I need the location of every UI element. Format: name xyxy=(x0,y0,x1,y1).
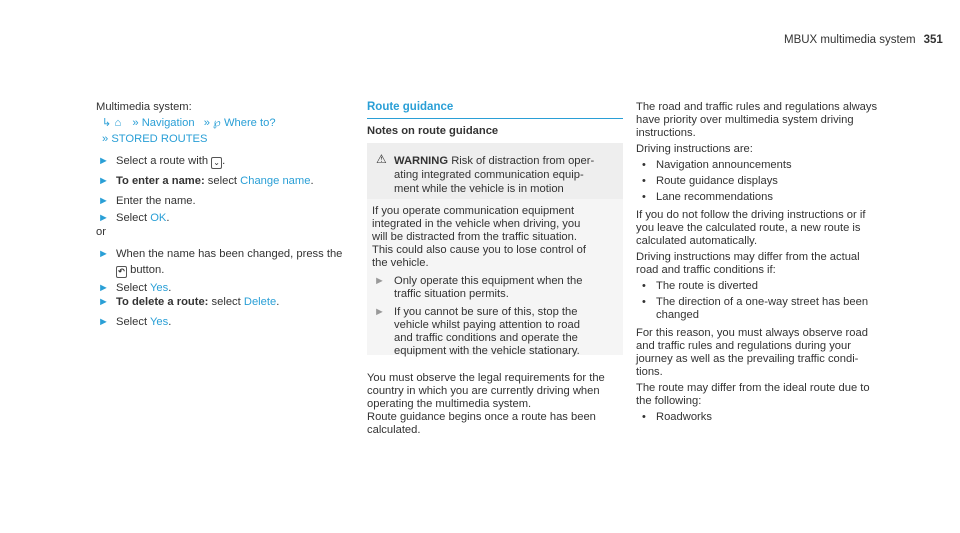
bullet-icon: • xyxy=(642,411,646,423)
list-item: The route is diverted xyxy=(656,280,758,292)
list-item-cont: changed xyxy=(656,309,699,321)
warning-line-3: ment while the vehicle is in motion xyxy=(394,183,564,195)
delete-link[interactable]: Delete xyxy=(243,296,277,308)
action-line: traffic situation permits. xyxy=(394,288,509,300)
para-line: instructions. xyxy=(636,127,696,139)
step-text: Select xyxy=(116,282,150,294)
step-delete-route xyxy=(116,296,279,309)
step-text: Select a route with xyxy=(116,155,209,167)
path-navigation: Navigation xyxy=(141,117,195,129)
yes-link[interactable]: Yes xyxy=(150,316,169,328)
step-text: Select xyxy=(116,212,151,224)
action-line: Only operate this equipment when the xyxy=(394,275,583,287)
step-select-yes xyxy=(116,282,171,295)
path-stored-routes: STORED ROUTES xyxy=(111,133,208,145)
step-text: button. xyxy=(130,264,165,276)
para-line: The route may differ from the ideal route due to xyxy=(636,382,870,394)
list-item: The direction of a one-way street has been xyxy=(656,296,869,308)
para-line: Route guidance begins once a route has been xyxy=(367,411,596,423)
para-line: the following: xyxy=(636,395,702,407)
warning-body-line: the vehicle. xyxy=(372,257,429,269)
para-line: you leave the calculated route, a new route is xyxy=(636,222,861,234)
action-line: equipment with the vehicle stationary. xyxy=(394,345,580,357)
bullet-icon: • xyxy=(642,159,646,171)
para-line: and traffic rules and regulations during your xyxy=(636,340,851,352)
action-arrow-icon: ► xyxy=(374,306,385,318)
step-heading: To delete a route: xyxy=(116,296,209,308)
warning-body-line: integrated in the vehicle when driving, you xyxy=(372,218,581,230)
return-arrow-icon: ↳ xyxy=(102,117,112,129)
step-punct: . xyxy=(166,212,170,224)
step-arrow-icon: ► xyxy=(98,195,109,207)
list-item: Navigation announcements xyxy=(656,159,792,171)
warning-body-line: This could also cause you to lose control of xyxy=(372,244,586,256)
para-line: For this reason, you must always observe road xyxy=(636,327,868,339)
sub-title: Notes on route guidance xyxy=(367,125,499,137)
step-punct: . xyxy=(222,155,226,167)
change-name-link[interactable]: Change name xyxy=(240,175,311,187)
para-line: journey as well as the prevailing traffic condi- xyxy=(636,353,859,365)
step-arrow-icon: ► xyxy=(98,175,109,187)
step-punct: . xyxy=(310,175,314,187)
back-arrow-icon: ↶ xyxy=(116,266,127,278)
page-number: 351 xyxy=(923,34,943,46)
para-line: Driving instructions are: xyxy=(636,143,753,155)
ok-link[interactable]: OK xyxy=(150,212,167,224)
action-line: vehicle whilst paying attention to road xyxy=(394,319,580,331)
step-punct: . xyxy=(276,296,280,308)
step-text: select xyxy=(208,296,244,308)
step-when-changed-2 xyxy=(116,264,164,278)
para-line: Driving instructions may differ from the actual xyxy=(636,251,860,263)
step-select-ok xyxy=(116,212,169,225)
step-punct: . xyxy=(168,282,172,294)
para-line: road and traffic conditions if: xyxy=(636,264,776,276)
list-item: Route guidance displays xyxy=(656,175,778,187)
step-enter-the-name: Enter the name. xyxy=(116,195,196,207)
double-chevron-icon: » xyxy=(203,117,210,129)
step-arrow-icon: ► xyxy=(98,282,109,294)
warning-triangle-icon: ⚠ xyxy=(376,152,387,166)
para-line: tions. xyxy=(636,366,663,378)
para-line: The road and traffic rules and regulations always xyxy=(636,101,878,113)
step-select-route xyxy=(116,155,225,169)
section-title: Route guidance xyxy=(367,101,454,113)
intro-text: Multimedia system: xyxy=(96,101,192,113)
bullet-icon: • xyxy=(642,191,646,203)
warning-body-line: will be distracted from the traffic situation. xyxy=(372,231,577,243)
menu-path xyxy=(102,117,276,130)
bullet-icon: • xyxy=(642,296,646,308)
para-line: You must observe the legal requirements for the xyxy=(367,372,605,384)
action-line: and traffic conditions and operate the xyxy=(394,332,578,344)
search-icon: ℘ xyxy=(213,117,221,129)
para-line: operating the multimedia system. xyxy=(367,398,532,410)
step-when-changed: When the name has been changed, press the xyxy=(116,248,343,260)
warning-body-line: If you operate communication equipment xyxy=(372,205,575,217)
double-chevron-icon: » xyxy=(102,133,109,145)
or-text: or xyxy=(96,226,106,238)
step-arrow-icon: ► xyxy=(98,296,109,308)
para-line: If you do not follow the driving instructions or if xyxy=(636,209,866,221)
section-divider xyxy=(367,118,623,119)
para-line: calculated. xyxy=(367,424,421,436)
bullet-icon: • xyxy=(642,175,646,187)
list-item: Roadworks xyxy=(656,411,712,423)
home-icon: ⌂ xyxy=(114,117,122,129)
warning-label: WARNING xyxy=(394,155,449,167)
menu-path-2 xyxy=(102,133,208,146)
warning-text: Risk of distraction from oper- xyxy=(451,155,595,167)
action-arrow-icon: ► xyxy=(374,275,385,287)
step-heading: To enter a name: xyxy=(116,175,205,187)
step-text: Select xyxy=(116,316,150,328)
double-chevron-icon: » xyxy=(132,117,139,129)
yes-link[interactable]: Yes xyxy=(150,282,169,294)
step-arrow-icon: ► xyxy=(98,155,109,167)
step-punct: . xyxy=(168,316,172,328)
header-title: MBUX multimedia system xyxy=(784,34,916,46)
step-arrow-icon: ► xyxy=(98,248,109,260)
step-select-yes-2 xyxy=(116,316,171,329)
warning-line-2: ating integrated communication equip- xyxy=(394,169,584,181)
running-header xyxy=(784,34,943,46)
bullet-icon: • xyxy=(642,280,646,292)
action-line: If you cannot be sure of this, stop the xyxy=(394,306,578,318)
step-arrow-icon: ► xyxy=(98,316,109,328)
step-enter-name xyxy=(116,175,314,188)
para-line: calculated automatically. xyxy=(636,235,758,247)
step-text: select xyxy=(204,175,241,187)
step-arrow-icon: ► xyxy=(98,212,109,224)
list-item: Lane recommendations xyxy=(656,191,773,203)
para-line: country in which you are currently driving when xyxy=(367,385,600,397)
para-line: have priority over multimedia system driving xyxy=(636,114,854,126)
chevron-down-icon: ⌄ xyxy=(211,157,222,169)
warning-line-1 xyxy=(394,155,594,168)
path-where-to: Where to? xyxy=(223,117,276,129)
